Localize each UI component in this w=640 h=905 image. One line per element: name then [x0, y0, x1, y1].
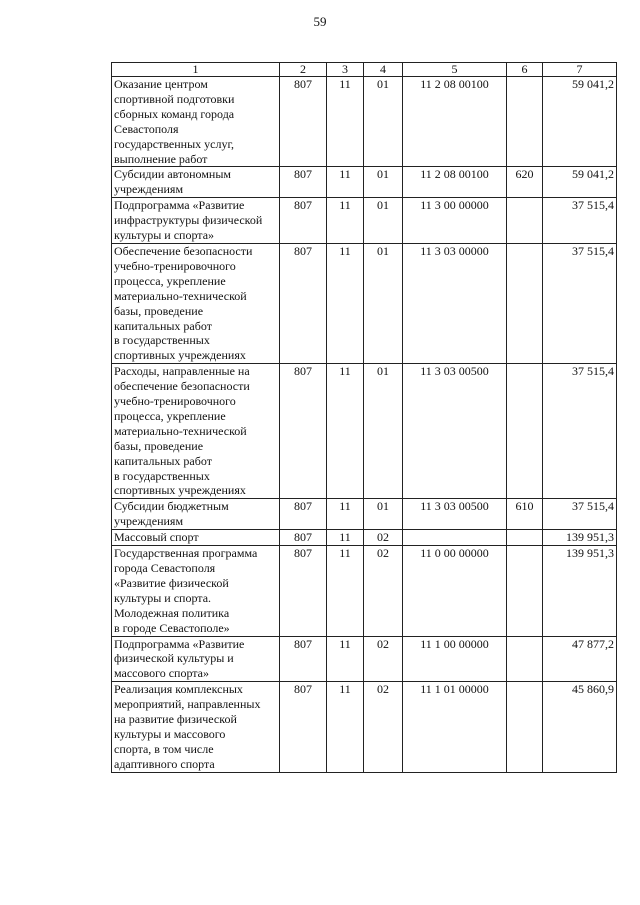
expense-name-line: адаптивного спорта — [114, 756, 215, 771]
amount-cell: 59 041,2 — [543, 77, 617, 167]
expense-name-line: «Развитие физической — [114, 575, 229, 590]
section-code-cell: 11 — [327, 636, 364, 682]
expense-type-code-cell: 610 — [507, 499, 543, 530]
expense-name-line: Оказание центром — [114, 77, 208, 91]
expense-name-line: сборных команд города — [114, 106, 235, 121]
table-row — [112, 530, 617, 546]
table-row — [112, 499, 617, 530]
section-code-cell: 11 — [327, 167, 364, 198]
expense-name-line: Расходы, направленные на — [114, 364, 250, 379]
amount-cell: 37 515,4 — [543, 243, 617, 363]
amount-cell: 37 515,4 — [543, 499, 617, 530]
expense-name-cell — [112, 364, 280, 499]
amount-cell: 47 877,2 — [543, 636, 617, 682]
column-header: 7 — [543, 63, 617, 77]
expense-name-line: учебно-тренировочного — [114, 258, 236, 273]
expense-name-line: Севастополя — [114, 121, 179, 136]
table-row — [112, 77, 617, 167]
subsection-code-cell: 01 — [364, 77, 403, 167]
expense-name-line: Реализация комплексных — [114, 682, 243, 697]
expense-type-code-cell — [507, 364, 543, 499]
column-header: 4 — [364, 63, 403, 77]
ministry-code-cell: 807 — [280, 243, 327, 363]
section-code-cell: 11 — [327, 499, 364, 530]
expense-name-line: учреждениям — [114, 182, 184, 197]
ministry-code-cell: 807 — [280, 364, 327, 499]
target-item-code-cell — [403, 530, 507, 546]
expense-type-code-cell: 620 — [507, 167, 543, 198]
expense-name-line: спорта, в том числе — [114, 741, 214, 756]
expense-name-line: Обеспечение безопасности — [114, 243, 253, 258]
subsection-code-cell: 01 — [364, 243, 403, 363]
amount-cell: 139 951,3 — [543, 530, 617, 546]
section-code-cell: 11 — [327, 364, 364, 499]
expense-name-line: выполнение работ — [114, 151, 208, 166]
expense-type-code-cell — [507, 636, 543, 682]
table-row — [112, 546, 617, 636]
column-header: 5 — [403, 63, 507, 77]
target-item-code-cell: 11 0 00 00000 — [403, 546, 507, 636]
expense-name-line: Массовый спорт — [114, 530, 199, 545]
ministry-code-cell: 807 — [280, 77, 327, 167]
expense-name-cell — [112, 499, 280, 530]
target-item-code-cell: 11 3 03 00500 — [403, 364, 507, 499]
section-code-cell: 11 — [327, 77, 364, 167]
expense-name-line: спортивной подготовки — [114, 91, 235, 106]
expense-name-cell — [112, 682, 280, 772]
expense-type-code-cell — [507, 530, 543, 546]
expense-name-line: мероприятий, направленных — [114, 697, 261, 712]
page-number: 59 — [313, 14, 327, 29]
expense-type-code-cell — [507, 546, 543, 636]
table-row — [112, 198, 617, 244]
expense-name-line: культуры и спорта» — [114, 228, 215, 243]
expense-type-code-cell — [507, 77, 543, 167]
subsection-code-cell: 02 — [364, 530, 403, 546]
amount-cell: 139 951,3 — [543, 546, 617, 636]
expense-type-code-cell — [507, 198, 543, 244]
target-item-code-cell: 11 1 01 00000 — [403, 682, 507, 772]
section-code-cell: 11 — [327, 546, 364, 636]
expense-name-cell — [112, 546, 280, 636]
table-row — [112, 243, 617, 363]
expense-name-line: Государственная программа — [114, 546, 258, 561]
table-row — [112, 364, 617, 499]
expense-name-line: в государственных — [114, 468, 210, 483]
expense-name-line: инфраструктуры физической — [114, 213, 263, 228]
expense-name-cell — [112, 77, 280, 167]
expense-name-line: в городе Севастополе» — [114, 620, 230, 635]
expense-name-line: государственных услуг, — [114, 136, 235, 151]
table-row — [112, 682, 617, 772]
section-code-cell: 11 — [327, 530, 364, 546]
subsection-code-cell: 01 — [364, 198, 403, 244]
amount-cell: 45 860,9 — [543, 682, 617, 772]
ministry-code-cell: 807 — [280, 636, 327, 682]
ministry-code-cell: 807 — [280, 682, 327, 772]
column-header: 1 — [112, 63, 280, 77]
expense-name-line: спортивных учреждениях — [114, 483, 246, 498]
expense-name-line: спортивных учреждениях — [114, 348, 246, 363]
column-number-row — [112, 63, 617, 77]
expense-name-line: Субсидии автономным — [114, 167, 231, 182]
target-item-code-cell: 11 3 03 00000 — [403, 243, 507, 363]
expense-name-line: учреждениям — [114, 514, 184, 529]
section-code-cell: 11 — [327, 682, 364, 772]
expense-name-line: капитальных работ — [114, 453, 212, 468]
ministry-code-cell: 807 — [280, 546, 327, 636]
table-row — [112, 167, 617, 198]
expense-name-line: на развитие физической — [114, 712, 237, 727]
expense-name-line: в государственных — [114, 333, 210, 348]
target-item-code-cell: 11 3 03 00500 — [403, 499, 507, 530]
expense-name-line: Подпрограмма «Развитие — [114, 636, 245, 651]
ministry-code-cell: 807 — [280, 198, 327, 244]
expense-name-line: обеспечение безопасности — [114, 379, 250, 394]
ministry-code-cell: 807 — [280, 499, 327, 530]
target-item-code-cell: 11 2 08 00100 — [403, 77, 507, 167]
expense-name-cell — [112, 167, 280, 198]
expense-name-line: массового спорта» — [114, 666, 210, 681]
subsection-code-cell: 01 — [364, 167, 403, 198]
amount-cell: 59 041,2 — [543, 167, 617, 198]
column-header: 2 — [280, 63, 327, 77]
expense-name-cell — [112, 530, 280, 546]
expense-name-line: культуры и спорта. — [114, 590, 212, 605]
subsection-code-cell: 01 — [364, 364, 403, 499]
section-code-cell: 11 — [327, 198, 364, 244]
expense-type-code-cell — [507, 243, 543, 363]
subsection-code-cell: 02 — [364, 682, 403, 772]
expense-name-line: Субсидии бюджетным — [114, 499, 229, 514]
amount-cell: 37 515,4 — [543, 364, 617, 499]
expense-name-line: процесса, укрепление — [114, 408, 226, 423]
expense-name-line: процесса, укрепление — [114, 273, 226, 288]
expense-name-line: города Севастополя — [114, 561, 216, 575]
column-header: 6 — [507, 63, 543, 77]
target-item-code-cell: 11 1 00 00000 — [403, 636, 507, 682]
expense-type-code-cell — [507, 682, 543, 772]
amount-cell: 37 515,4 — [543, 198, 617, 244]
expense-name-line: базы, проведение — [114, 438, 204, 453]
subsection-code-cell: 02 — [364, 636, 403, 682]
expense-name-line: материально-технической — [114, 423, 247, 438]
subsection-code-cell: 02 — [364, 546, 403, 636]
expense-name-line: Подпрограмма «Развитие — [114, 198, 245, 213]
expense-name-cell — [112, 636, 280, 682]
expense-name-line: культуры и массового — [114, 726, 226, 741]
ministry-code-cell: 807 — [280, 167, 327, 198]
table-row — [112, 636, 617, 682]
budget-table — [111, 62, 617, 773]
expense-name-cell — [112, 198, 280, 244]
expense-name-line: материально-технической — [114, 288, 247, 303]
expense-name-line: учебно-тренировочного — [114, 394, 236, 409]
target-item-code-cell: 11 2 08 00100 — [403, 167, 507, 198]
target-item-code-cell: 11 3 00 00000 — [403, 198, 507, 244]
expense-name-line: физической культуры и — [114, 651, 234, 666]
section-code-cell: 11 — [327, 243, 364, 363]
subsection-code-cell: 01 — [364, 499, 403, 530]
expense-name-cell — [112, 243, 280, 363]
expense-name-line: базы, проведение — [114, 303, 204, 318]
ministry-code-cell: 807 — [280, 530, 327, 546]
expense-name-line: Молодежная политика — [114, 605, 230, 620]
column-header: 3 — [327, 63, 364, 77]
expense-name-line: капитальных работ — [114, 318, 212, 333]
